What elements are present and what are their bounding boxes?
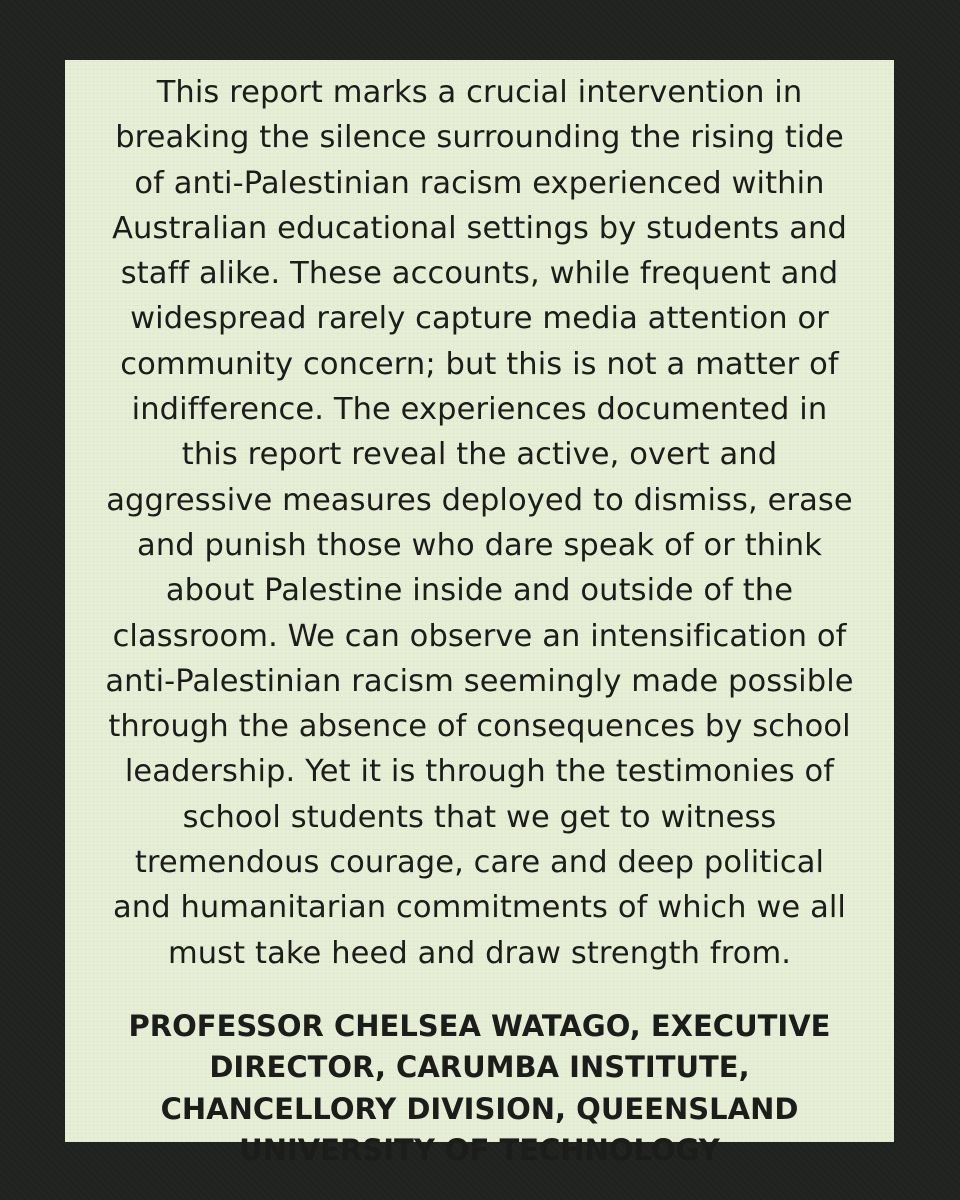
quote-card — [65, 60, 894, 1168]
quote-body-text: This report marks a crucial intervention in breaking the silence surrounding the rising tide of anti-Palestinian racism experienced within Australian educational settings by students and staff alike. These accounts, while frequent and widespread rarely capture media attention or community concern; but this is not a matter of indifference. The experiences documented in this report reveal the active, overt and aggressive measures deployed to dismiss, erase and punish those who dare speak of or think about Palestine inside and outside of the classroom. We can observe an intensification of anti-Palestinian racism seemingly made possible through the absence of consequences by school leadership. Yet it is through the testimonies of school students that we get to witness tremendous courage, care and deep political and humanitarian commitments of which we all must take heed and draw strength from. — [105, 75, 854, 971]
quote-attribution: PROFESSOR CHELSEA WATAGO, EXECUTIVE DIRECTOR, CARUMBA INSTITUTE, CHANCELLORY DIVISION, QUEENSLAND UNIVERSITY OF TECHNOLOGY — [128, 1008, 831, 1168]
